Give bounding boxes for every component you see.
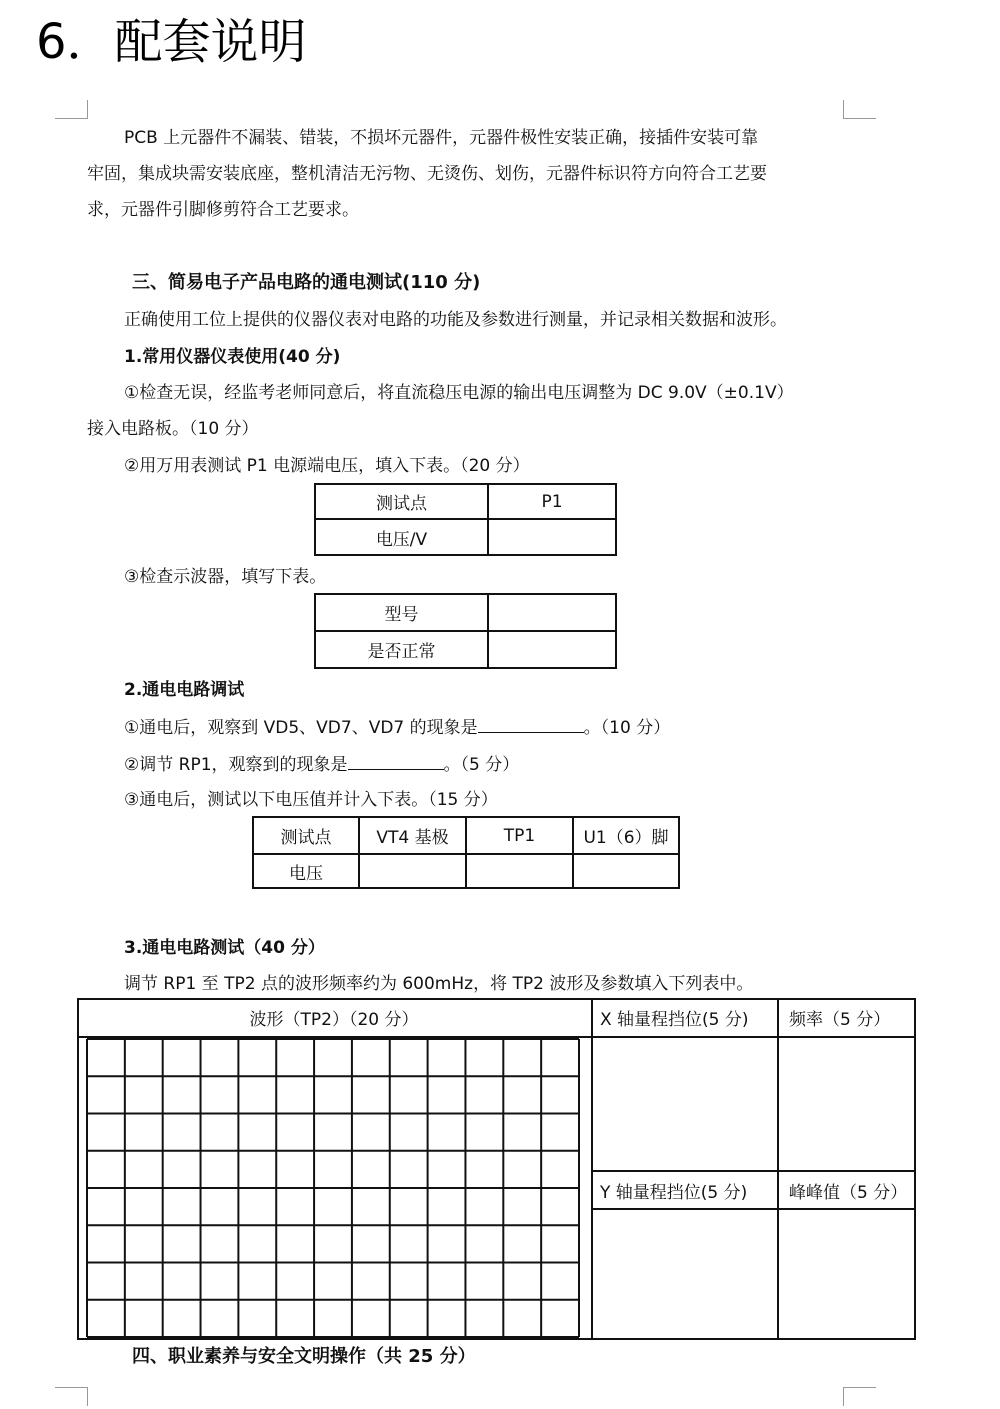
- frequency-label: 频率（5 分）: [789, 1010, 891, 1030]
- part1-item1-line1: ①检查无误，经监考老师同意后，将直流稳压电源的输出电压调整为 DC 9.0V（±0.1V）: [124, 383, 794, 403]
- x-range-label: X 轴量程挡位(5 分): [600, 1010, 749, 1030]
- answer-blank-2[interactable]: [348, 753, 444, 770]
- corner-mark-top-left: [55, 100, 88, 119]
- y-range-label: Y 轴量程挡位(5 分): [600, 1183, 748, 1203]
- table-cell: P1: [488, 484, 616, 519]
- corner-mark-bottom-left: [55, 1387, 88, 1406]
- frequency-input-cell[interactable]: [779, 1038, 912, 1170]
- page-title: 6．配套说明: [36, 14, 307, 70]
- part2-item3: ③通电后，测试以下电压值并计入下表。（15 分）: [124, 790, 498, 810]
- intro-line-1: PCB 上元器件不漏装、错装，不损坏元器件，元器件极性安装正确，接插件安装可靠: [124, 128, 759, 148]
- waveform-label: 波形（TP2）（20 分）: [249, 1010, 419, 1030]
- table-cell: 电压/V: [315, 519, 488, 555]
- voltage-table-p1: [314, 483, 617, 556]
- part2-heading: 2.通电电路调试: [124, 680, 245, 700]
- part1-item1-line2: 接入电路板。（10 分）: [87, 419, 259, 439]
- part2-item2-text: ②调节 RP1，观察到的现象是: [124, 755, 348, 775]
- voltage-measure-table: [252, 816, 680, 889]
- table-cell: 型号: [315, 594, 488, 631]
- peak-to-peak-label: 峰峰值（5 分）: [789, 1183, 908, 1203]
- oscilloscope-table: [314, 593, 617, 669]
- x-range-input-cell[interactable]: [593, 1038, 777, 1170]
- model-input-cell[interactable]: [488, 594, 616, 631]
- corner-mark-top-right: [843, 100, 876, 119]
- part2-item1: [124, 716, 670, 738]
- part1-item2: ②用万用表测试 P1 电源端电压，填入下表。（20 分）: [124, 456, 530, 476]
- part3-heading: 3.通电电路测试（40 分）: [124, 938, 325, 958]
- section4-heading: 四、职业素养与安全文明操作（共 25 分）: [132, 1346, 476, 1367]
- table-header: 测试点: [253, 817, 359, 854]
- voltage-input-cell[interactable]: [573, 854, 679, 888]
- table-header: TP1: [466, 817, 573, 854]
- part2-item1-suffix: 。（10 分）: [583, 718, 671, 738]
- voltage-input-cell[interactable]: [466, 854, 573, 888]
- intro-line-2: 牢固，集成块需安装底座，整机清洁无污物、无烫伤、划伤，元器件标识符方向符合工艺要: [87, 164, 767, 184]
- part3-desc: 调节 RP1 至 TP2 点的波形频率约为 600mHz，将 TP2 波形及参数填入下列表中。: [124, 974, 754, 994]
- y-range-input-cell[interactable]: [593, 1210, 777, 1336]
- voltage-input-cell[interactable]: [359, 854, 466, 888]
- intro-line-3: 求，元器件引脚修剪符合工艺要求。: [87, 200, 359, 220]
- corner-mark-bottom-right: [843, 1387, 876, 1406]
- section3-heading: 三、简易电子产品电路的通电测试(110 分): [132, 272, 481, 293]
- param-row-divider-top: [591, 1170, 914, 1172]
- part2-item1-text: ①通电后，观察到 VD5、VD7、VD7 的现象是: [124, 718, 478, 738]
- normal-input-cell[interactable]: [488, 631, 616, 668]
- waveform-grid[interactable]: [86, 1038, 580, 1338]
- part2-item2-suffix: 。（5 分）: [443, 755, 520, 775]
- part2-item2: [124, 753, 519, 775]
- section3-desc: 正确使用工位上提供的仪器仪表对电路的功能及参数进行测量，并记录相关数据和波形。: [124, 310, 787, 330]
- answer-blank-1[interactable]: [478, 716, 584, 733]
- part1-item3: ③检查示波器，填写下表。: [124, 567, 327, 587]
- peak-to-peak-input-cell[interactable]: [779, 1210, 912, 1336]
- table-header: U1（6）脚: [573, 817, 679, 854]
- voltage-input-cell[interactable]: [488, 519, 616, 555]
- part1-heading: 1.常用仪器仪表使用(40 分): [124, 347, 341, 367]
- table-cell: 是否正常: [315, 631, 488, 668]
- table-header: VT4 基极: [359, 817, 466, 854]
- table-cell: 测试点: [315, 484, 488, 519]
- table-row-label: 电压: [253, 854, 359, 888]
